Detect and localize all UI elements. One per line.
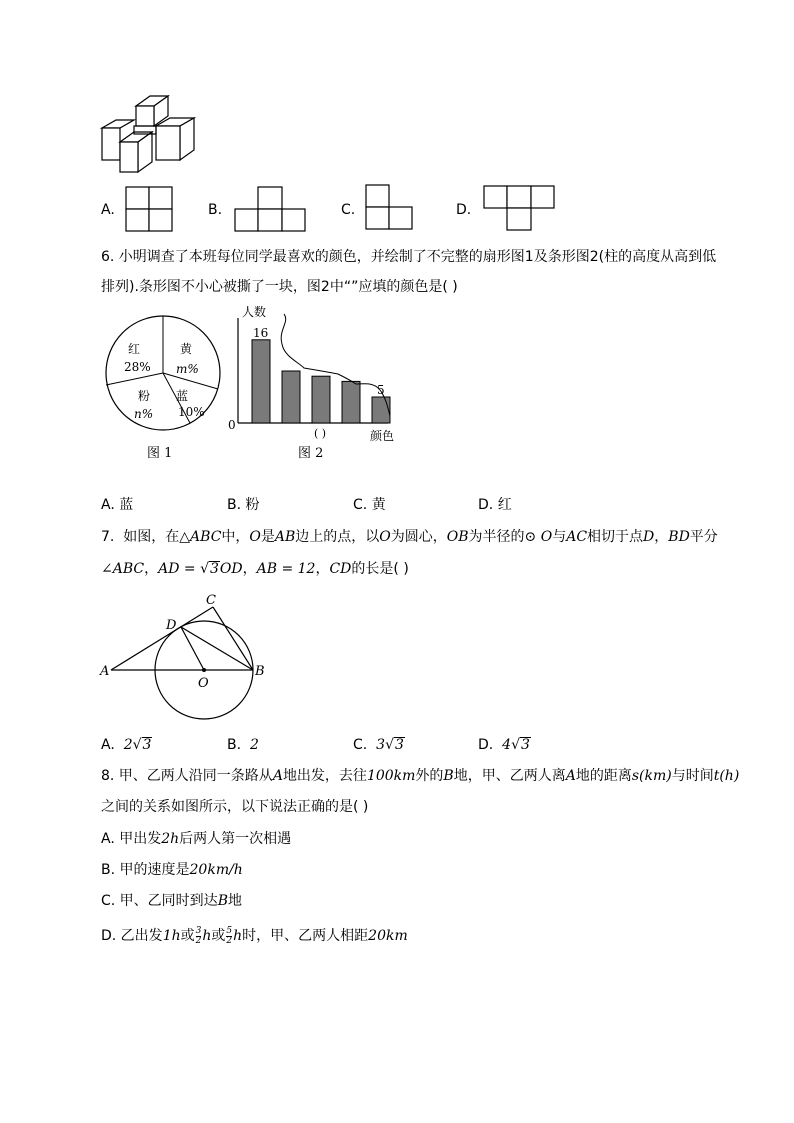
q5-option-a-figure bbox=[125, 186, 175, 232]
bar-blank-label: ( ) bbox=[314, 427, 327, 440]
q6-option-a-text: 蓝 bbox=[119, 497, 134, 513]
pie-label-red: 红 bbox=[128, 342, 141, 356]
q6-option-d: D. 红 bbox=[478, 497, 512, 513]
pie-value-pink: n% bbox=[134, 407, 154, 421]
point-b-label: B bbox=[255, 664, 265, 679]
q6-option-d-text: 红 bbox=[497, 497, 512, 513]
q8-option-b: B. 甲的速度是20km/h bbox=[101, 862, 243, 878]
q8-stem-line1: 8. 甲、乙两人沿同一条路从A地出发，去往100km外的B地，甲、乙两人离A地的距离s(km)与时间t(h) bbox=[101, 768, 740, 784]
pie-label-pink: 粉 bbox=[138, 389, 151, 403]
q5-option-b-label: B. bbox=[208, 202, 223, 218]
bar-chart bbox=[228, 300, 398, 443]
q6-option-a: A. 蓝 bbox=[101, 497, 134, 513]
bar bbox=[342, 381, 360, 423]
geometry-figure bbox=[98, 593, 268, 723]
cube-stack-figure bbox=[98, 94, 198, 174]
pie-label-blue: 蓝 bbox=[176, 389, 189, 403]
q6-option-b-text: 粉 bbox=[245, 497, 260, 513]
bar bbox=[312, 376, 330, 423]
q7-option-a: A. 2√3 bbox=[101, 737, 152, 753]
q5-option-b-figure bbox=[234, 186, 308, 232]
q8-option-c: C. 甲、乙同时到达B地 bbox=[101, 893, 242, 909]
pie-chart bbox=[100, 315, 230, 445]
q5-option-c-label: C. bbox=[341, 202, 356, 218]
bar-origin-label: 0 bbox=[228, 418, 236, 432]
bar bbox=[252, 340, 270, 423]
q5-option-d-figure bbox=[483, 185, 557, 231]
bar-data-label: 16 bbox=[253, 325, 269, 340]
q7-option-d: D. 4√3 bbox=[478, 737, 530, 753]
pie-value-yellow: m% bbox=[176, 362, 199, 376]
q6-option-c-text: 黄 bbox=[371, 497, 386, 513]
point-o-label: O bbox=[198, 676, 209, 691]
bar bbox=[282, 371, 300, 423]
point-d-label: D bbox=[166, 618, 177, 633]
bar-x-axis-label: 颜色 bbox=[370, 429, 395, 443]
pie-label-yellow: 黄 bbox=[180, 342, 193, 356]
q5-option-d-label: D. bbox=[456, 202, 472, 218]
bar-caption: 图 2 bbox=[298, 446, 324, 461]
q7-stem-line1: 7. 如图，在△ABC中，O是AB边上的点，以O为圆心，OB为半径的⊙ O与AC相切于点D，BD平分 bbox=[101, 529, 718, 545]
q8-option-d: D. 乙出发1h或 $\frac{3}{2}$ h或 $\frac{5}{2}$ h时，甲、乙两人相距20km bbox=[101, 925, 408, 946]
q6-stem-line1: 6. 小明调查了本班每位同学最喜欢的颜色，并绘制了不完整的扇形图1及条形图2(柱的高度从高到低 bbox=[101, 249, 717, 265]
bar bbox=[372, 397, 390, 423]
q6-option-b: B. 粉 bbox=[227, 497, 260, 513]
pie-caption: 图 1 bbox=[147, 446, 173, 461]
q5-option-a-label: A. bbox=[101, 202, 115, 218]
q8-stem-line2: 之间的关系如图所示，以下说法正确的是( ) bbox=[101, 799, 369, 815]
q5-option-c-figure bbox=[365, 184, 415, 230]
q8-option-a: A. 甲出发2h后两人第一次相遇 bbox=[101, 831, 292, 847]
q6-stem-line2: 排列).条形图不小心被撕了一块，图2中“”应填的颜色是( ) bbox=[101, 279, 458, 295]
q7-option-b: B. 2 bbox=[227, 737, 259, 753]
point-c-label: C bbox=[206, 593, 216, 608]
pie-value-blue: 10% bbox=[178, 405, 205, 419]
q6-option-c: C. 黄 bbox=[353, 497, 386, 513]
bar-data-label: 5 bbox=[377, 383, 385, 397]
pie-value-red: 28% bbox=[124, 360, 151, 374]
point-a-label: A bbox=[100, 664, 110, 679]
bar-y-axis-label: 人数 bbox=[242, 305, 267, 319]
q7-option-c: C. 3√3 bbox=[353, 737, 404, 753]
q7-stem-line2: ∠ABC，AD = √3OD，AB = 12，CD的长是( ) bbox=[101, 561, 409, 577]
